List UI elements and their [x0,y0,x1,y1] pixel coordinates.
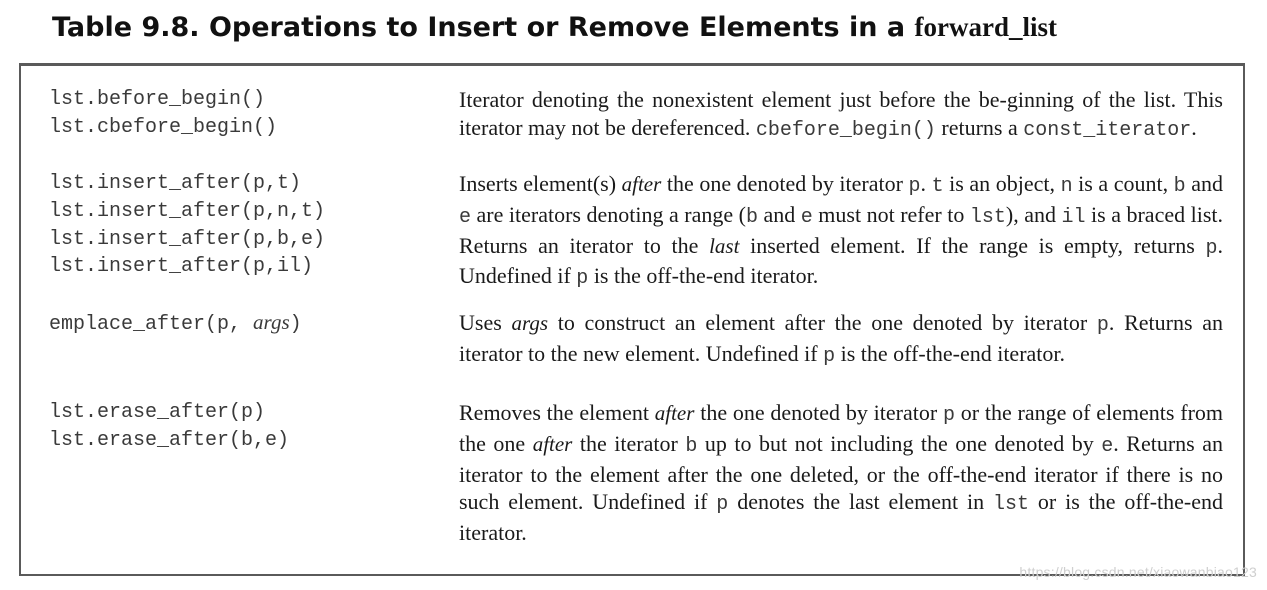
operation-signature: emplace_after(p, args) [49,310,302,336]
description-segment: and [757,201,801,227]
operation-signature: lst.erase_after(p) [49,401,266,424]
operation-signature: lst.cbefore_begin() [49,115,278,139]
description-segment: Inserts element(s) [459,171,622,196]
description-segment: . [920,171,932,196]
description-segment: . Returns an iterator to the new element. Undefined if [459,310,1224,366]
table-title [52,12,1252,52]
operation-signatures [49,399,449,455]
description-segment: p [716,493,729,517]
description-segment: last [709,233,740,258]
description-segment: after [654,401,695,425]
description-segment: is the off-the-end iterator. [835,340,1066,366]
operation-signature: lst.erase_after(b,e) [49,428,290,452]
description-segment: or is the off-the-end iterator. [459,489,1223,546]
table-title-text: Table 9.8. Operations to Insert or Remove Elements in a [52,12,915,43]
description-segment: b [745,205,758,229]
description-segment: b [685,434,698,458]
description-segment: and [1185,171,1224,196]
description-segment: Uses [459,310,512,335]
description-segment: must not refer to [812,201,970,227]
operation-signature: lst.insert_after(p,il) [49,255,314,279]
description-segment: is the off-the-end iterator. [588,263,819,289]
description-segment: cbefore_begin() [755,118,936,142]
description-segment: b [1173,175,1186,198]
description-segment: . Returns an iterator to the element after the one deleted, or the off-the-end iterator if there is no such element. Undefined if [459,430,1223,515]
description-segment: p [1205,236,1218,260]
operation-signatures [49,309,449,337]
description-segment: args [511,311,549,335]
description-segment: up to but not including the one denoted by [697,430,1102,456]
description-segment: after [621,172,662,196]
operations-table [19,63,1245,576]
description-segment: or the range of elements from the one [459,400,1224,456]
description-segment: ), and [1005,201,1062,227]
description-segment: the one denoted by iterator [661,171,909,196]
description-segment: denotes the last element in [728,489,993,515]
description-segment: inserted element. If the range is empty, returns [739,232,1206,258]
operation-description [459,86,1223,145]
description-segment: after [532,431,573,456]
description-segment: is an object, [943,171,1061,196]
operation-description [459,399,1223,547]
description-segment: p [1096,314,1109,337]
description-segment: the iterator [572,430,686,456]
description-segment: p [942,404,955,427]
operation-signature: lst.before_begin() [49,88,266,111]
description-segment: p [908,175,921,198]
watermark: https://blog.csdn.net/xiaowanbiao123 [1019,564,1257,580]
description-segment: p [576,267,589,291]
operation-signature: lst.insert_after(p,n,t) [49,199,326,223]
description-segment: t [931,175,944,198]
description-segment: Removes the element [459,400,655,425]
operation-signatures [49,86,449,142]
description-segment: is a count, [1072,171,1174,196]
description-segment: to construct an element after the one denoted by iterator [548,310,1097,335]
description-segment: p [823,344,836,368]
description-segment: const_iterator [1023,118,1192,142]
table-title-code: forward_list [914,12,1057,42]
operation-signature: lst.insert_after(p,b,e) [49,227,326,251]
description-segment: e [1101,434,1114,458]
description-segment: lst [969,205,1006,229]
description-segment: is a braced list. Returns an iterator to the [459,201,1224,258]
description-segment: il [1061,205,1086,229]
description-segment: . [1191,114,1197,140]
description-segment: n [1060,175,1073,198]
description-segment: e [800,205,813,229]
description-segment: lst [993,493,1030,517]
operation-signatures [49,170,449,281]
description-segment: returns a [935,114,1024,140]
operation-signature: lst.insert_after(p,t) [49,172,302,195]
description-segment: Iterator denoting the nonexistent element just before the be-ginning of the list. This iterator may not be dereferenced. [459,87,1223,140]
description-segment: are iterators denoting a range ( [471,201,746,227]
description-segment: . Undefined if [459,232,1224,289]
description-segment: e [459,205,472,229]
operation-description [459,170,1223,293]
description-segment: the one denoted by iterator [694,400,943,425]
operation-description [459,309,1223,371]
